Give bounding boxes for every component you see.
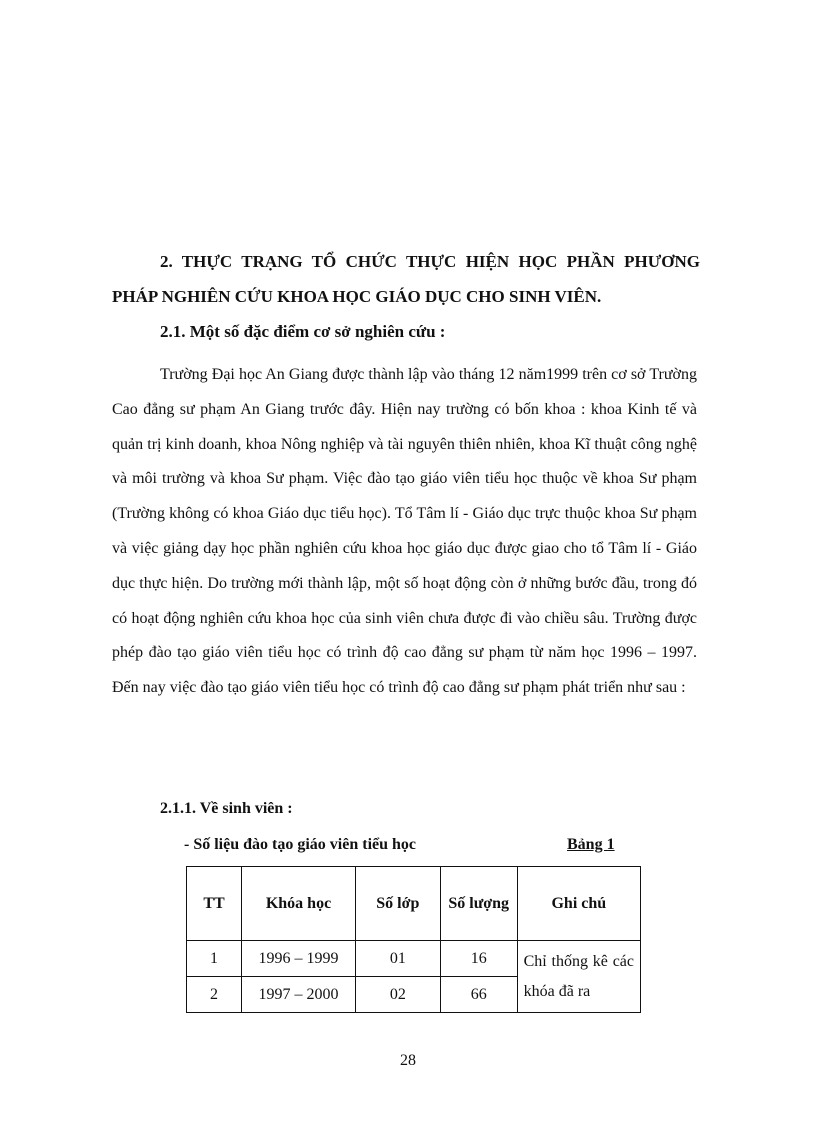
- section-heading-line1: 2. THỰC TRẠNG TỔ CHỨC THỰC HIỆN HỌC PHẦN PHƯƠNG: [160, 252, 700, 271]
- cell-classes: 01: [355, 941, 440, 977]
- header-tt: TT: [187, 867, 242, 941]
- cell-course: 1997 – 2000: [242, 977, 356, 1013]
- cell-tt: 2: [187, 977, 242, 1013]
- header-note: Ghi chú: [517, 867, 640, 941]
- cell-quantity: 66: [440, 977, 517, 1013]
- cell-tt: 1: [187, 941, 242, 977]
- table-row: [187, 941, 641, 977]
- subsection-heading: 2.1. Một số đặc điểm cơ sở nghiên cứu :: [160, 322, 446, 341]
- table-header-row: [187, 867, 641, 941]
- header-course: Khóa học: [242, 867, 356, 941]
- cell-quantity: 16: [440, 941, 517, 977]
- cell-course: 1996 – 1999: [242, 941, 356, 977]
- header-classes: Số lớp: [355, 867, 440, 941]
- page-number: 28: [400, 1052, 416, 1069]
- table-label: Bảng 1: [567, 836, 615, 853]
- header-quantity: Số lượng: [440, 867, 517, 941]
- table-caption: - Số liệu đào tạo giáo viên tiểu học: [184, 836, 417, 853]
- body-paragraph: Trường Đại học An Giang được thành lập vào tháng 12 năm1999 trên cơ sở Trường Cao đẳng sư phạm An Giang trước đây. Hiện nay trường có bốn khoa : khoa Kinh tế và quản trị kinh doanh, khoa Nông nghiệp và tài nguyên thiên nhiên, khoa Kĩ thuật công nghệ và môi trường và khoa Sư phạm. Việc đào tạo giáo viên tiểu học thuộc về khoa Sư phạm (Trường không có khoa Giáo dục tiểu học). Tổ Tâm lí - Giáo dục trực thuộc khoa Sư phạm và việc giảng dạy học phần nghiên cứu khoa học giáo dục được giao cho tổ Tâm lí - Giáo dục thực hiện. Do trường mới thành lập, một số hoạt động còn ở những bước đầu, trong đó có hoạt động nghiên cứu khoa học của sinh viên chưa được đi vào chiều sâu. Trường được phép đào tạo giáo viên tiểu học có trình độ cao đẳng sư phạm từ năm học 1996 – 1997. Đến nay việc đào tạo giáo viên tiểu học có trình độ cao đẳng sư phạm phát triển như sau :: [112, 366, 697, 697]
- section-heading-line2: PHÁP NGHIÊN CỨU KHOA HỌC GIÁO DỤC CHO SINH VIÊN.: [112, 287, 602, 306]
- cell-note: Chỉ thống kê các khóa đã ra: [517, 941, 640, 1013]
- cell-classes: 02: [355, 977, 440, 1013]
- training-data-table: [186, 866, 641, 1013]
- subsubsection-heading: 2.1.1. Về sinh viên :: [160, 800, 293, 817]
